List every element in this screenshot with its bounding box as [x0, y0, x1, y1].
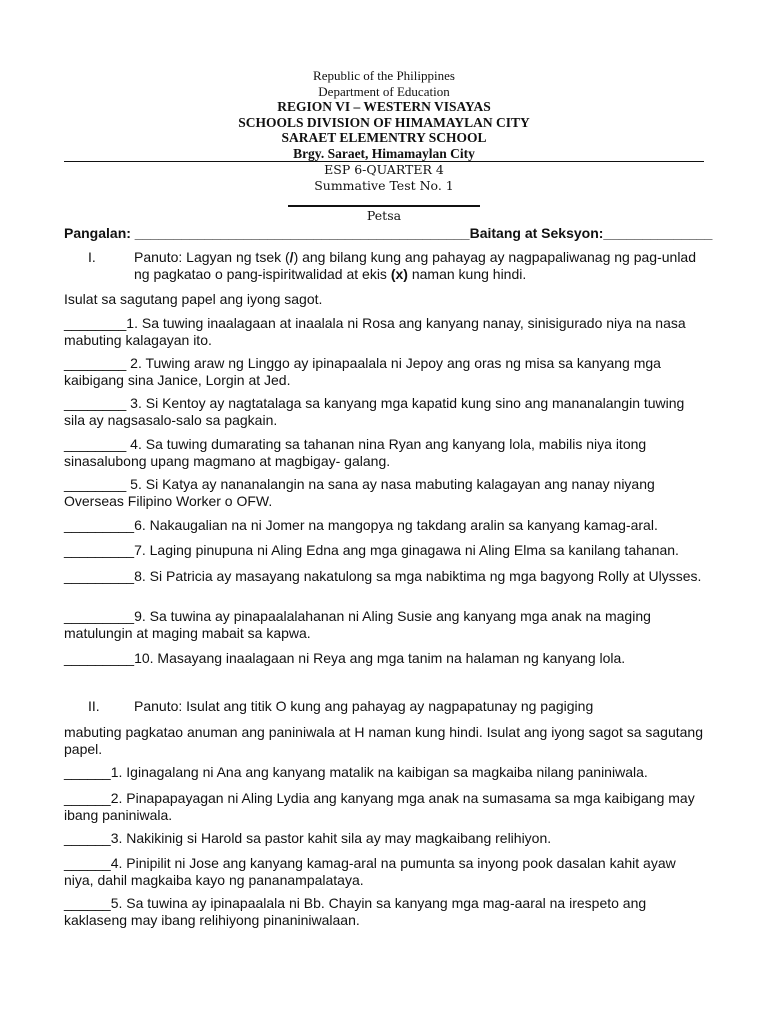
part1-item-2: ________ 2. Tuwing araw ng Linggo ay ipinapaalala ni Jepoy ang oras ng misa sa kanyang mga kaibigang sina Janice, Lorgin at Jed.	[64, 355, 661, 388]
address-line: Brgy. Saraet, Himamaylan City	[293, 145, 475, 161]
part1-item-9: _________9. Sa tuwina ay pinapaalalahanan ni Aling Susie ang kanyang mga anak na maging matulungin at maging mabait sa kapwa.	[64, 608, 651, 641]
student-info-row	[64, 225, 713, 241]
part1-instruction-text-b: ) ang bilang kung ang pahayag ay nagpapaliwanag ng pag-unlad ng pagkatao o pang-ispiritwalidad at ekis	[134, 249, 697, 282]
school-line: SARAET ELEMENTRY SCHOOL	[281, 130, 487, 145]
part2-instruction: Panuto: Isulat ang titik O kung ang pahayag ay nagpapatunay ng pagiging	[134, 698, 594, 714]
part1-item-1: ________1. Sa tuwing inaalagaan at inaalala ni Rosa ang kanyang nanay, sinisigurado niya na nasa mabuting kalagayan ito.	[64, 315, 686, 348]
part1-item-10: _________10. Masayang inaalagaan ni Reya ang mga tanim na halaman ng kanyang lola.	[64, 650, 626, 666]
check-mark-symbol: /	[289, 249, 294, 265]
grade-section-field-label[interactable]: Baitang at Seksyon:______________	[469, 225, 713, 241]
part2-item-5: ______5. Sa tuwina ay ipinapaalala ni Bb. Chayin sa kanyang mga mag-aaral na irespeto ang kaklaseng may ibang relihiyong pinaniniwalaan.	[64, 895, 647, 928]
date-label: Petsa	[366, 208, 402, 223]
letterhead	[0, 68, 768, 161]
part2-item-2: ______2. Pinapapayagan ni Aling Lydia ang kanyang mga anak na sumasama sa mga kaibigang may ibang paniniwala.	[64, 790, 695, 823]
date-line	[288, 205, 480, 207]
name-field-label[interactable]: Pangalan: ___________________________________________	[64, 225, 470, 241]
part2-item-4: ______4. Pinipilit ni Jose ang kanyang kamag-aral na pumunta sa inyong pook dasalan kahit ayaw niya, dahil magkaiba kayo ng pananampalataya.	[64, 855, 676, 888]
x-mark-symbol: (x)	[390, 265, 408, 282]
part1-item-7: _________7. Laging pinupuna ni Aling Edna ang mga ginagawa ni Aling Elma sa kanilang tahanan.	[64, 542, 679, 558]
part2-numeral: II.	[88, 698, 100, 714]
part1-instruction-text-a: Panuto: Lagyan ng tsek (	[134, 249, 290, 265]
part1-item-3: ________ 3. Si Kentoy ay nagtatalaga sa kanyang mga kapatid kung sino ang mananalangin tuwing sila ay nagsasalo-salo sa pagkain.	[64, 395, 685, 428]
test-title: Summative Test No. 1	[314, 178, 454, 193]
part1-item-4: ________ 4. Sa tuwing dumarating sa tahanan nina Ryan ang kanyang lola, mabilis niya itong sinasalubong upang magmano at magbigay- galang.	[64, 436, 647, 469]
region-line: REGION VI – WESTERN VISAYAS	[277, 99, 491, 114]
part2-instruction-continuation: mabuting pagkatao anuman ang paniniwala at H naman kung hindi. Isulat ang iyong sagot sa sagutang papel.	[64, 724, 704, 757]
part1-numeral: I.	[88, 249, 96, 265]
department-line: Department of Education	[318, 83, 450, 99]
subject-title: ESP 6-QUARTER 4	[324, 162, 444, 177]
part2-item-3: ______3. Nakikinig si Harold sa pastor kahit sila ay may magkaibang relihiyon.	[64, 830, 552, 846]
part1-note: Isulat sa sagutang papel ang iyong sagot.	[64, 291, 323, 307]
part2-item-1: ______1. Iginagalang ni Ana ang kanyang matalik na kaibigan sa magkaiba nilang paniniwala.	[64, 764, 648, 780]
part1-item-6: _________6. Nakaugalian na ni Jomer na mangopya ng takdang aralin sa kanyang kamag-aral.	[64, 517, 658, 533]
republic-line: Republic of the Philippines	[313, 68, 455, 83]
division-line: SCHOOLS DIVISION OF HIMAMAYLAN CITY	[238, 114, 530, 130]
part1-item-5: ________ 5. Si Katya ay nananalangin na sana ay nasa mabuting kalagayan ang nanay niyang Overseas Filipino Worker o OFW.	[64, 476, 655, 509]
part1-instruction-text-c: naman kung hindi.	[407, 265, 527, 282]
part1-item-8: _________8. Si Patricia ay masayang nakatulong sa mga nabiktima ng mga bagyong Rolly at Ulysses.	[64, 568, 702, 584]
part1-instruction	[134, 249, 704, 282]
